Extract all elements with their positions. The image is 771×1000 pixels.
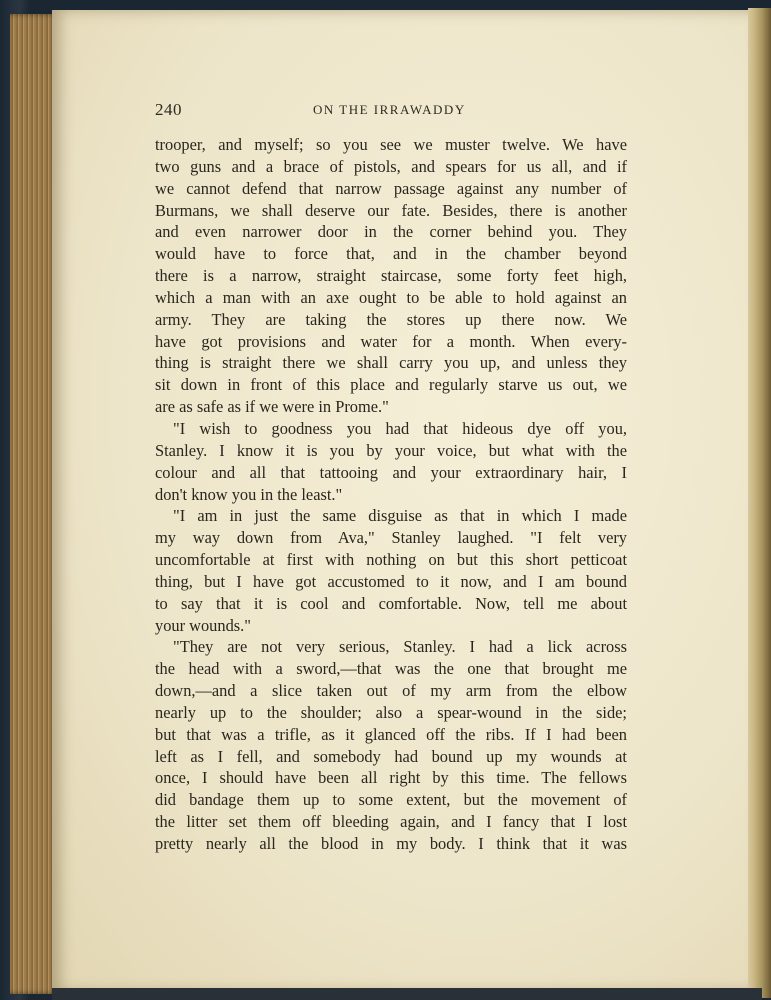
text-line: thing, but I have got accustomed to it now, and I am bound (155, 571, 627, 591)
text-line: Burmans, we shall deserve our fate. Besides, there is another (155, 200, 627, 220)
text-line: would have to force that, and in the chamber beyond (155, 244, 627, 264)
text-line: the litter set them off bleeding again, and I fancy that I lost (155, 812, 627, 832)
text-line: but that was a trifle, as it glanced off the ribs. If I had been (155, 724, 627, 744)
text-line: down,—and a slice taken out of my arm from the elbow (155, 681, 627, 701)
right-page-edge (748, 8, 771, 998)
text-line: "I wish to goodness you had that hideous dye off you, (173, 418, 627, 438)
text-line: "I am in just the same disguise as that in which I made (173, 506, 627, 526)
text-line: uncomfortable at first with nothing on but this short petticoat (155, 550, 627, 570)
text-line: army. They are taking the stores up there now. We (155, 309, 627, 329)
text-line: my way down from Ava," Stanley laughed. "I felt very (155, 528, 627, 548)
text-line: which a man with an axe ought to be able to hold against an (155, 287, 627, 307)
text-line: once, I should have been all right by this time. The fellows (155, 768, 627, 788)
text-line: trooper, and myself; so you see we muster twelve. We have (155, 135, 627, 154)
page-number: 240 (155, 100, 182, 119)
text-line: "They are not very serious, Stanley. I had a lick across (173, 637, 627, 657)
text-line: did bandage them up to some extent, but the movement of (155, 790, 627, 810)
page-edges (10, 14, 58, 994)
text-line: nearly up to the shoulder; also a spear-wound in the side; (155, 702, 627, 722)
text-line: and even narrower door in the corner behind you. They (155, 222, 627, 242)
text-line: don't know you in the least." (155, 484, 343, 504)
text-line: thing is straight there we shall carry you up, and unless they (155, 353, 627, 373)
text-line: your wounds." (155, 615, 251, 635)
text-line: the head with a sword,—that was the one that brought me (155, 659, 627, 679)
body-text (155, 134, 627, 855)
running-head (155, 100, 627, 120)
text-line: we cannot defend that narrow passage against any number of (155, 178, 627, 198)
text-line: Stanley. I know it is you by your voice, but what with the (155, 440, 627, 460)
text-line: left as I fell, and somebody had bound up my wounds at (155, 746, 627, 766)
text-line: pretty nearly all the blood in my body. I think that it was (155, 834, 627, 853)
text-line: two guns and a brace of pistols, and spears for us all, and if (155, 156, 627, 176)
text-line: to say that it is cool and comfortable. Now, tell me about (155, 593, 627, 613)
text-line: are as safe as if we were in Prome." (155, 397, 389, 417)
text-line: there is a narrow, straight staircase, some forty feet high, (155, 266, 627, 286)
text-line: colour and all that tattooing and your extraordinary hair, I (155, 462, 627, 482)
running-title: ON THE IRRAWADDY (313, 102, 466, 117)
bottom-cover-edge (52, 988, 762, 1000)
text-line: have got provisions and water for a month. When every- (155, 331, 627, 351)
text-line: sit down in front of this place and regularly starve us out, we (155, 375, 627, 395)
